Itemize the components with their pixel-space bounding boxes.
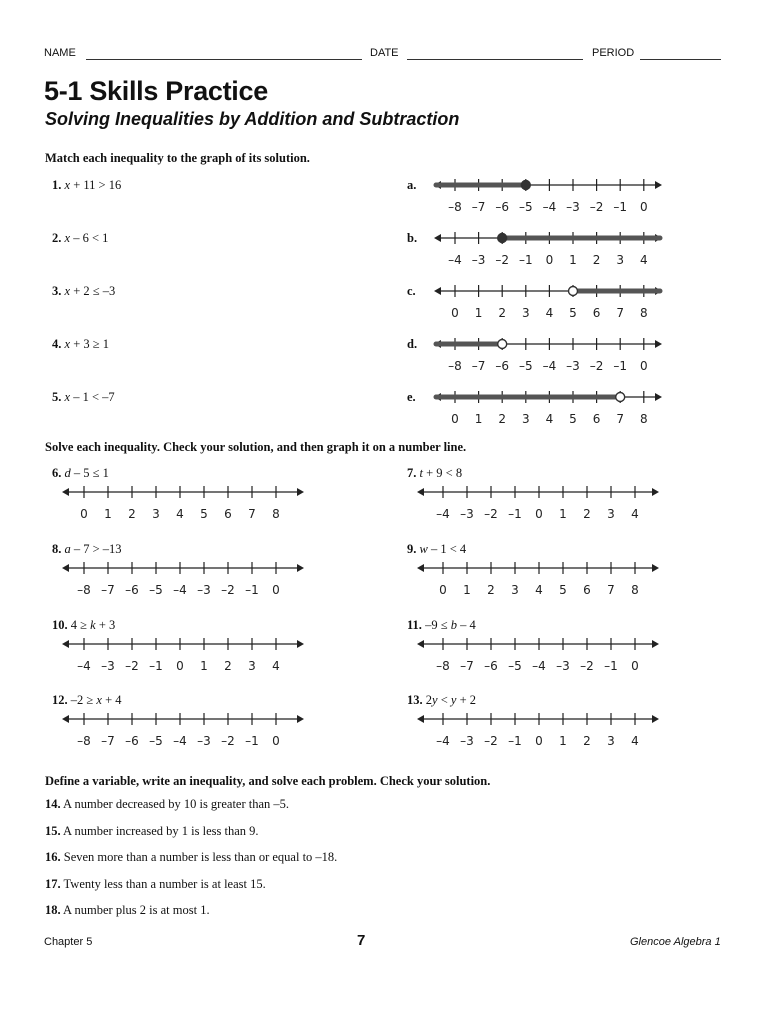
arrow-left-icon	[434, 287, 441, 295]
problem-suffix: – 6 < 1	[70, 231, 109, 245]
tick-label: –3	[101, 659, 115, 673]
problem-number: 5.	[52, 390, 62, 404]
problem-suffix: – 5 ≤ 1	[70, 466, 109, 480]
section2-instruction: Solve each inequality. Check your solution, and then graph it on a number line.	[45, 440, 467, 454]
problem-number: 14.	[45, 797, 61, 811]
problem-number: 13.	[407, 693, 423, 707]
blank-number-line[interactable]	[56, 709, 306, 751]
solve-problem	[52, 693, 122, 708]
tick-label: 0	[639, 359, 648, 373]
problem-suffix: + 9 < 8	[422, 466, 463, 480]
tick-label: –3	[460, 507, 474, 521]
tick-label: 5	[569, 412, 577, 426]
solve-problem	[52, 542, 122, 557]
section1-instruction: Match each inequality to the graph of its solution.	[45, 151, 310, 165]
tick-label: 2	[592, 253, 601, 267]
arrow-left-icon	[434, 234, 441, 242]
blank-number-line[interactable]	[411, 482, 661, 524]
tick-label: –8	[448, 200, 462, 214]
name-label: NAME	[44, 47, 76, 59]
problem-variable: d	[64, 466, 71, 480]
tick-label: –7	[471, 200, 486, 214]
problem-suffix: + 4	[101, 693, 122, 707]
arrow-right-icon	[655, 393, 662, 401]
problem-text: Twenty less than a number is at least 15.	[60, 877, 266, 891]
problem-text: A number increased by 1 is less than 9.	[60, 824, 259, 838]
problem-prefix: –9 ≤	[425, 618, 451, 632]
tick-label: –7	[101, 583, 115, 597]
tick-label: 0	[272, 583, 280, 597]
problem-prefix: –2 ≥	[70, 693, 97, 707]
tick-label: 1	[200, 659, 208, 673]
period-label: PERIOD	[592, 47, 635, 59]
problem-number: 1.	[52, 178, 62, 192]
tick-label: –6	[495, 359, 510, 373]
arrow-right-icon	[297, 488, 304, 496]
problem-suffix: – 1 < 4	[427, 542, 467, 556]
problem-number: 7.	[407, 466, 417, 480]
problem-suffix: + 11 > 16	[70, 178, 122, 192]
problem-variable: x	[96, 693, 102, 707]
tick-label: –3	[471, 253, 486, 267]
tick-label: 0	[451, 412, 459, 426]
tick-label: 4	[272, 659, 280, 673]
arrow-left-icon	[62, 640, 69, 648]
tick-label: 3	[152, 507, 160, 521]
problem-variable: x	[64, 284, 71, 298]
period-field[interactable]	[640, 59, 721, 60]
tick-label: 2	[583, 507, 591, 521]
graph-letter: b.	[407, 231, 418, 245]
tick-label: 3	[248, 659, 256, 673]
tick-label: –3	[556, 659, 570, 673]
problem-suffix: – 4	[456, 618, 476, 632]
tick-label: –5	[508, 659, 522, 673]
arrow-right-icon	[297, 564, 304, 572]
problem-number: 11.	[407, 618, 422, 632]
tick-label: –6	[484, 659, 498, 673]
problem-number: 17.	[45, 877, 61, 891]
graph-letter: e.	[407, 390, 416, 404]
word-problem	[45, 850, 337, 865]
match-problem	[52, 284, 115, 299]
match-problem	[52, 390, 115, 405]
tick-label: 2	[487, 583, 495, 597]
tick-label: –7	[471, 359, 486, 373]
arrow-left-icon	[62, 564, 69, 572]
tick-label: 4	[176, 507, 184, 521]
problem-number: 18.	[45, 903, 61, 917]
solve-problem	[52, 618, 115, 633]
problem-number: 4.	[52, 337, 62, 351]
arrow-right-icon	[652, 715, 659, 723]
arrow-right-icon	[652, 564, 659, 572]
tick-label: 0	[80, 507, 88, 521]
tick-label: 8	[272, 507, 280, 521]
closed-endpoint	[521, 181, 530, 190]
answer-number-line	[428, 334, 664, 376]
tick-label: –1	[604, 659, 618, 673]
tick-label: –2	[589, 359, 604, 373]
tick-label: –8	[77, 583, 91, 597]
tick-label: 0	[439, 583, 447, 597]
tick-label: 5	[559, 583, 567, 597]
problem-number: 8.	[52, 542, 62, 556]
tick-label: –1	[613, 359, 628, 373]
tick-label: 3	[607, 734, 615, 748]
arrow-left-icon	[417, 564, 424, 572]
tick-label: –1	[508, 507, 522, 521]
solve-problem	[407, 542, 466, 557]
tick-label: –2	[125, 659, 139, 673]
tick-label: 8	[639, 306, 648, 320]
tick-label: –4	[436, 734, 450, 748]
tick-label: –4	[532, 659, 546, 673]
tick-label: 7	[248, 507, 256, 521]
tick-label: 6	[592, 306, 601, 320]
tick-label: –3	[566, 200, 580, 214]
footer-page-number: 7	[357, 932, 366, 949]
name-field[interactable]	[86, 59, 362, 60]
tick-label: 7	[616, 306, 625, 320]
tick-label: 1	[559, 507, 567, 521]
word-problem	[45, 877, 266, 892]
tick-label: 3	[511, 583, 519, 597]
problem-suffix: + 3 ≥ 1	[70, 337, 109, 351]
tick-label: 4	[639, 253, 648, 267]
tick-label: –5	[518, 359, 533, 373]
problem-variable: k	[90, 618, 96, 632]
tick-label: –7	[460, 659, 474, 673]
blank-number-line[interactable]	[411, 634, 661, 676]
blank-number-line[interactable]	[56, 634, 306, 676]
problem-variable-2: y	[450, 693, 457, 707]
tick-label: 4	[631, 507, 639, 521]
tick-label: 4	[535, 583, 543, 597]
problem-number: 16.	[45, 850, 61, 864]
tick-label: 0	[545, 253, 554, 267]
problem-number: 2.	[52, 231, 62, 245]
tick-label: –5	[149, 583, 163, 597]
problem-variable: x	[64, 231, 71, 245]
problem-suffix: <	[437, 693, 451, 707]
tick-label: 0	[631, 659, 639, 673]
tick-label: 8	[631, 583, 639, 597]
word-problem	[45, 797, 289, 812]
tick-label: 7	[607, 583, 615, 597]
solve-problem	[407, 693, 476, 708]
arrow-left-icon	[417, 640, 424, 648]
tick-label: 3	[521, 412, 530, 426]
graph-letter: d.	[407, 337, 418, 351]
answer-number-line	[428, 281, 664, 323]
graph-letter: a.	[407, 178, 417, 192]
tick-label: –5	[149, 734, 163, 748]
footer-chapter: Chapter 5	[44, 936, 93, 948]
tick-label: –1	[613, 200, 628, 214]
tick-label: 4	[545, 306, 554, 320]
tick-label: 5	[200, 507, 208, 521]
problem-number: 10.	[52, 618, 68, 632]
tick-label: –5	[518, 200, 533, 214]
problem-number: 6.	[52, 466, 62, 480]
problem-text: Seven more than a number is less than or equal to –18.	[60, 850, 338, 864]
tick-label: –1	[245, 583, 259, 597]
tick-label: –4	[173, 583, 187, 597]
date-field[interactable]	[407, 59, 583, 60]
problem-prefix: 2	[425, 693, 432, 707]
tick-label: –4	[77, 659, 91, 673]
tick-label: –1	[518, 253, 533, 267]
tick-label: 1	[463, 583, 471, 597]
problem-variable: y	[432, 693, 438, 707]
tick-label: 5	[569, 306, 577, 320]
arrow-right-icon	[655, 340, 662, 348]
section3-instruction: Define a variable, write an inequality, and solve each problem. Check your solution.	[45, 774, 491, 788]
match-problem	[52, 337, 109, 352]
arrow-left-icon	[417, 715, 424, 723]
date-label: DATE	[370, 47, 399, 59]
tick-label: –4	[448, 253, 462, 267]
blank-number-line[interactable]	[411, 709, 661, 751]
tick-label: 1	[474, 412, 483, 426]
tick-label: 0	[639, 200, 648, 214]
problem-text: A number plus 2 is at most 1.	[60, 903, 210, 917]
problem-suffix: – 1 < –7	[70, 390, 115, 404]
tick-label: –2	[580, 659, 594, 673]
problem-variable: b	[450, 618, 457, 632]
tick-label: –2	[495, 253, 510, 267]
answer-number-line	[428, 175, 664, 217]
word-problem	[45, 903, 210, 918]
graph-letter: c.	[407, 284, 416, 298]
tick-label: –2	[484, 734, 498, 748]
problem-number: 3.	[52, 284, 62, 298]
tick-label: 3	[607, 507, 615, 521]
tick-label: –8	[448, 359, 462, 373]
tick-label: –4	[542, 200, 557, 214]
tick-label: –6	[125, 583, 139, 597]
tick-label: 0	[272, 734, 280, 748]
page-title: 5-1 Skills Practice	[44, 76, 268, 106]
tick-label: 4	[545, 412, 554, 426]
tick-label: –2	[484, 507, 498, 521]
tick-label: 6	[592, 412, 601, 426]
arrow-left-icon	[417, 488, 424, 496]
solve-problem	[407, 466, 462, 481]
tick-label: 0	[176, 659, 184, 673]
page-subtitle: Solving Inequalities by Addition and Subtraction	[45, 109, 460, 129]
problem-number: 12.	[52, 693, 68, 707]
tick-label: 7	[616, 412, 625, 426]
solve-problem	[52, 466, 109, 481]
tick-label: 1	[104, 507, 112, 521]
tick-label: –4	[542, 359, 557, 373]
tick-label: 0	[451, 306, 459, 320]
answer-number-line	[428, 228, 664, 270]
tick-label: 2	[128, 507, 136, 521]
problem-variable: a	[64, 542, 71, 556]
problem-text: A number decreased by 10 is greater than –5.	[60, 797, 290, 811]
problem-number: 15.	[45, 824, 61, 838]
tick-label: 1	[474, 306, 483, 320]
closed-endpoint	[498, 234, 507, 243]
tick-label: 8	[639, 412, 648, 426]
tick-label: 1	[569, 253, 577, 267]
problem-prefix: 4 ≥	[70, 618, 91, 632]
tick-label: 2	[224, 659, 232, 673]
problem-variable: x	[64, 337, 71, 351]
tick-label: 4	[631, 734, 639, 748]
tick-label: 2	[583, 734, 591, 748]
blank-number-line[interactable]	[56, 482, 306, 524]
tick-label: 1	[559, 734, 567, 748]
problem-variable: x	[64, 178, 71, 192]
tick-label: –3	[197, 583, 211, 597]
match-problem	[52, 178, 121, 193]
problem-suffix: + 2 ≤ –3	[70, 284, 116, 298]
tick-label: 0	[535, 734, 543, 748]
tick-label: –2	[221, 583, 235, 597]
tick-label: –2	[589, 200, 604, 214]
arrow-right-icon	[297, 640, 304, 648]
tick-label: 2	[498, 306, 507, 320]
arrow-right-icon	[655, 181, 662, 189]
tick-label: 3	[616, 253, 625, 267]
problem-suffix-2: + 2	[456, 693, 476, 707]
blank-number-line[interactable]	[56, 558, 306, 600]
tick-label: –1	[149, 659, 163, 673]
tick-label: –8	[77, 734, 91, 748]
tick-label: –3	[460, 734, 474, 748]
arrow-left-icon	[62, 715, 69, 723]
solve-problem	[407, 618, 476, 633]
tick-label: 2	[498, 412, 507, 426]
tick-label: –6	[125, 734, 139, 748]
arrow-right-icon	[297, 715, 304, 723]
tick-label: 6	[224, 507, 232, 521]
tick-label: –4	[436, 507, 450, 521]
problem-variable: t	[419, 466, 423, 480]
blank-number-line[interactable]	[411, 558, 661, 600]
problem-variable: x	[64, 390, 71, 404]
tick-label: 0	[535, 507, 543, 521]
word-problem	[45, 824, 259, 839]
problem-suffix: + 3	[95, 618, 116, 632]
tick-label: –7	[101, 734, 115, 748]
tick-label: –1	[245, 734, 259, 748]
answer-number-line	[428, 387, 664, 429]
arrow-right-icon	[652, 488, 659, 496]
tick-label: –1	[508, 734, 522, 748]
open-endpoint	[498, 340, 507, 349]
problem-number: 9.	[407, 542, 417, 556]
tick-label: 3	[521, 306, 530, 320]
tick-label: –2	[221, 734, 235, 748]
footer-book: Glencoe Algebra 1	[630, 936, 721, 948]
arrow-left-icon	[62, 488, 69, 496]
problem-variable: w	[419, 542, 428, 556]
tick-label: –3	[566, 359, 580, 373]
tick-label: –6	[495, 200, 510, 214]
open-endpoint	[616, 393, 625, 402]
tick-label: –3	[197, 734, 211, 748]
problem-suffix: – 7 > –13	[70, 542, 122, 556]
match-problem	[52, 231, 108, 246]
tick-label: 6	[583, 583, 591, 597]
arrow-right-icon	[652, 640, 659, 648]
open-endpoint	[569, 287, 578, 296]
tick-label: –4	[173, 734, 187, 748]
tick-label: –8	[436, 659, 450, 673]
